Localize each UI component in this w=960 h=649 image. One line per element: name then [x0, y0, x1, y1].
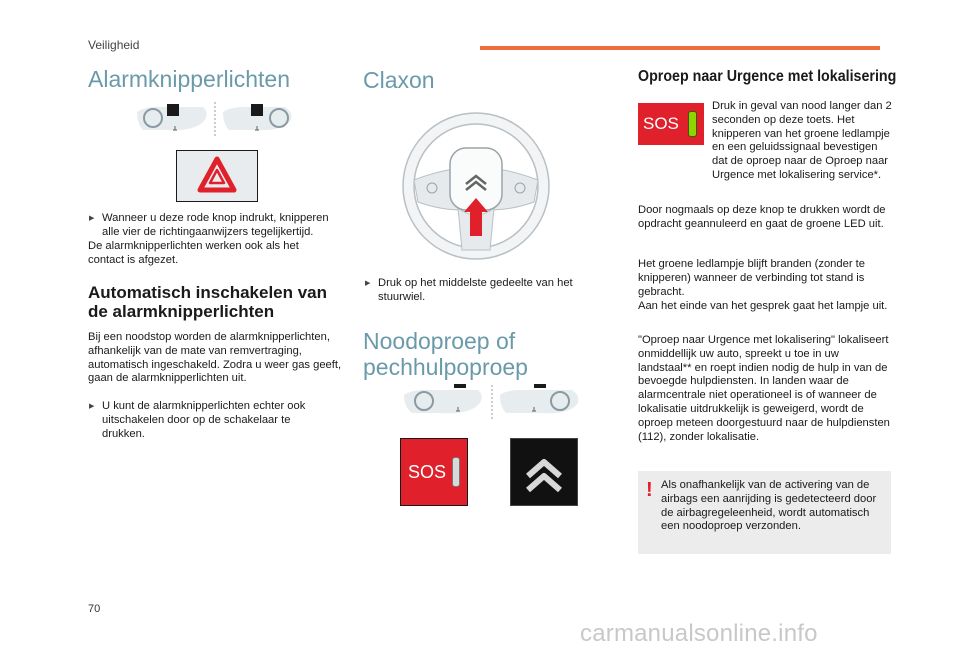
- sos-description-text: "Oproep naar Urgence met lokalisering" lokaliseert onmiddellijk uw auto, spreekt u toe in uw landstaal** en roept indien nodig de hulp in van de bevoegde hulpdiensten. In landen waar de alarmcentrale niet operationeel is of wanneer de lokalisatie uitdrukkelijk is geweigerd, wordt de oproep meteen doorgestuurd naar de hulpdiensten (112), zonder lokalisatie.: [638, 334, 890, 443]
- sos-led-off: [452, 457, 460, 487]
- sos-intro-text: Druk in geval van nood langer dan 2 seconden op deze toets. Het knipperen van het groene ledlampje en een geluidssignaal bevestigen dat de oproep naar de Oproep naar Urgence met lokalisering service*.: [712, 100, 892, 181]
- header-accent-bar: [480, 46, 880, 50]
- warning-icon: !: [646, 479, 653, 501]
- airbag-warning-box: [638, 471, 891, 554]
- dashboard-hazard-location-icon: [135, 100, 295, 140]
- citroen-assistance-button-icon: [510, 438, 578, 506]
- watermark: carmanualsonline.info: [580, 620, 818, 647]
- title-emergency-call: Noodoproep of pechhulpoproep: [363, 328, 528, 380]
- hazard-button-icon: [176, 150, 258, 202]
- hazard-contact-text: De alarmknipperlichten werken ook als het contact is afgezet.: [88, 240, 299, 266]
- section-label: Veiligheid: [88, 38, 140, 52]
- airbag-warning-text: Als onafhankelijk van de activering van de airbags een aanrijding is gedetecteerd door de airbagregeleenheid, wordt automatisch een noodoproep verzonden.: [661, 479, 877, 533]
- sos-button-green-led: [638, 103, 704, 145]
- auto-hazard-text: Bij een noodstop worden de alarmknipperlichten, afhankelijk van de mate van remvertraging, automatisch ingeschakeld. Zodra u weer gas geeft, gaan de alarmknipperlichten uit.: [88, 331, 342, 385]
- horn-bullet: ▶ Druk op het middelste gedeelte van het stuurwiel.: [364, 277, 604, 305]
- sos-label: SOS: [408, 462, 447, 482]
- hazard-bullet: ▶ Wanneer u deze rode knop indrukt, knipperen alle vier de richtingaanwijzers tegelijkertijd.: [88, 212, 340, 240]
- sos-led-steady-text: Het groene ledlampje blijft branden (zonder te knipperen) wanneer de verbinding tot stand is gebracht.: [638, 258, 865, 298]
- steering-wheel-icon: [400, 110, 552, 262]
- title-horn: Claxon: [363, 67, 435, 93]
- subtitle-auto-hazard: Automatisch inschakelen van de alarmknipperlichten: [88, 283, 328, 321]
- page-number: 70: [88, 603, 101, 615]
- sos-cancel-text: Door nogmaals op deze knop te drukken wordt de opdracht geannuleerd en gaat de groene LED uit.: [638, 204, 886, 230]
- title-localised-emergency-call: Oproep naar Urgence met lokalisering: [638, 68, 897, 85]
- title-hazard-lights: Alarmknipperlichten: [88, 66, 290, 92]
- sos-label-right: SOS: [643, 114, 679, 133]
- green-led-icon: [688, 111, 697, 137]
- sos-end-call-text: Aan het einde van het gesprek gaat het lampje uit.: [638, 300, 888, 312]
- auto-hazard-bullet: ▶ U kunt de alarmknipperlichten echter ook uitschakelen door op de schakelaar te drukken.: [88, 400, 336, 441]
- sos-button-red: [400, 438, 468, 506]
- dashboard-sos-location-icon: [402, 383, 582, 423]
